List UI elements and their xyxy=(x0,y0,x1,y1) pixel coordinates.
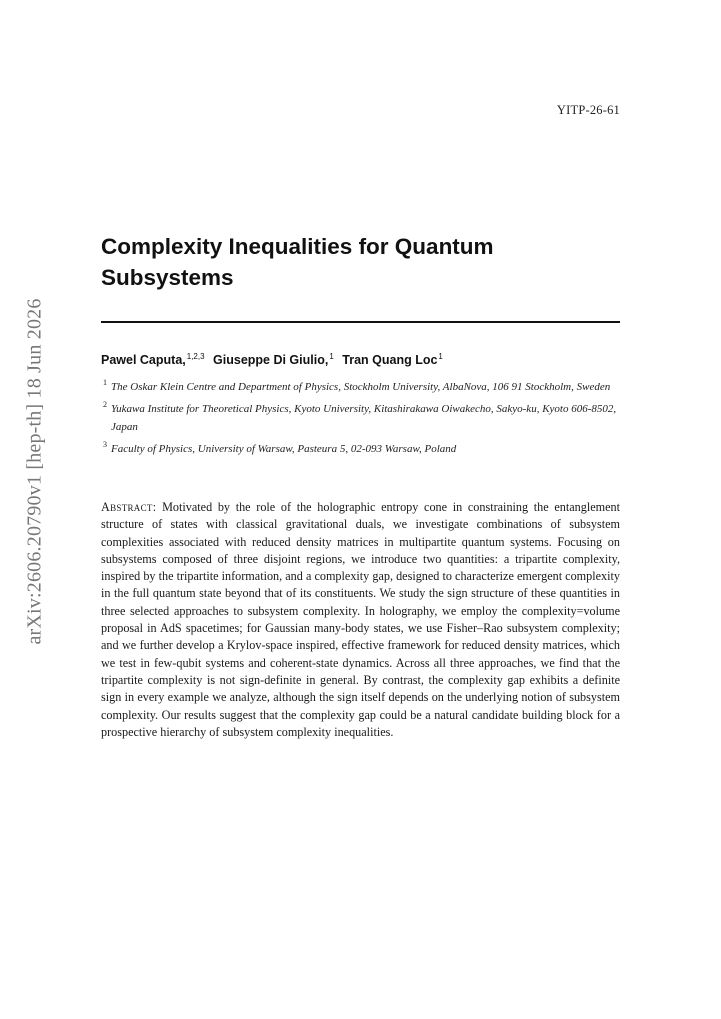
author-affiliation-marker: 1,2,3 xyxy=(186,352,205,361)
author-name: Giuseppe Di Giulio, xyxy=(213,353,329,367)
author-affiliation-marker: 1 xyxy=(438,352,443,361)
report-number: YITP-26-61 xyxy=(556,103,620,117)
arxiv-identifier-text: arXiv:2606.20790v1 [hep-th] 18 Jun 2026 xyxy=(23,297,46,645)
author-list xyxy=(101,352,443,367)
affiliation-text: Yukawa Institute for Theoretical Physics, Kyoto University, Kitashirakawa Oiwakecho, Sakyo-ku, Kyoto 606-8502, Japan xyxy=(111,402,617,433)
author-affiliation-marker: 1 xyxy=(329,352,334,361)
affiliation-list xyxy=(101,378,621,461)
author-name: Pawel Caputa, xyxy=(101,353,186,367)
arxiv-identifier-stamp xyxy=(18,296,52,646)
affiliation-marker: 3 xyxy=(103,439,107,449)
author-name: Tran Quang Loc xyxy=(342,353,438,367)
affiliation xyxy=(101,378,621,397)
affiliation xyxy=(101,400,621,437)
affiliation-text: Faculty of Physics, University of Warsaw, Pasteura 5, 02-093 Warsaw, Poland xyxy=(111,442,457,455)
abstract-text: Motivated by the role of the holographic entropy cone in constraining the entanglement structure of states with classical gravitational duals, we investigate combinations of subsystem complexities associated with reduced density matrices in multipartite quantum systems. Focusing on subsystems composed of three disjoint regions, we introduce two quantities: a tripartite complexity, inspired by the tripartite information, and a complexity gap, designed to characterize emergent complexity in the full quantum state beyond that of its constituents. We study the sign structure of these quantities in three selected approaches to subsystem complexity. In holography, we employ the complexity=volume proposal in AdS spacetimes; for Gaussian many-body states, we use Fisher–Rao subsystem complexity; and we further develop a Krylov-space inspired, effective framework for reduced density matrices, which we test in few-qubit systems and coherent-state dynamics. Across all three approaches, we find that the tripartite complexity is not sign-definite in general. By contrast, the complexity gap exhibits a definite sign in every example we analyze, although the sign itself depends on the underlying notion of subsystem complexity. Our results suggest that the complexity gap could be a natural candidate building block for a prospective hierarchy of subsystem complexity inequalities. xyxy=(101,500,620,739)
author xyxy=(342,353,443,367)
title-divider xyxy=(101,321,620,323)
paper-title: Complexity Inequalities for Quantum Subsystems xyxy=(101,234,494,290)
affiliation-marker: 1 xyxy=(103,378,107,387)
abstract xyxy=(101,499,620,741)
author xyxy=(213,353,334,367)
abstract-heading: Abstract: xyxy=(101,500,157,514)
affiliation xyxy=(101,440,621,459)
author xyxy=(101,353,205,367)
affiliation-marker: 2 xyxy=(103,399,107,409)
affiliation-text: The Oskar Klein Centre and Department of Physics, Stockholm University, AlbaNova, 106 91 Stockholm, Sweden xyxy=(111,381,611,393)
